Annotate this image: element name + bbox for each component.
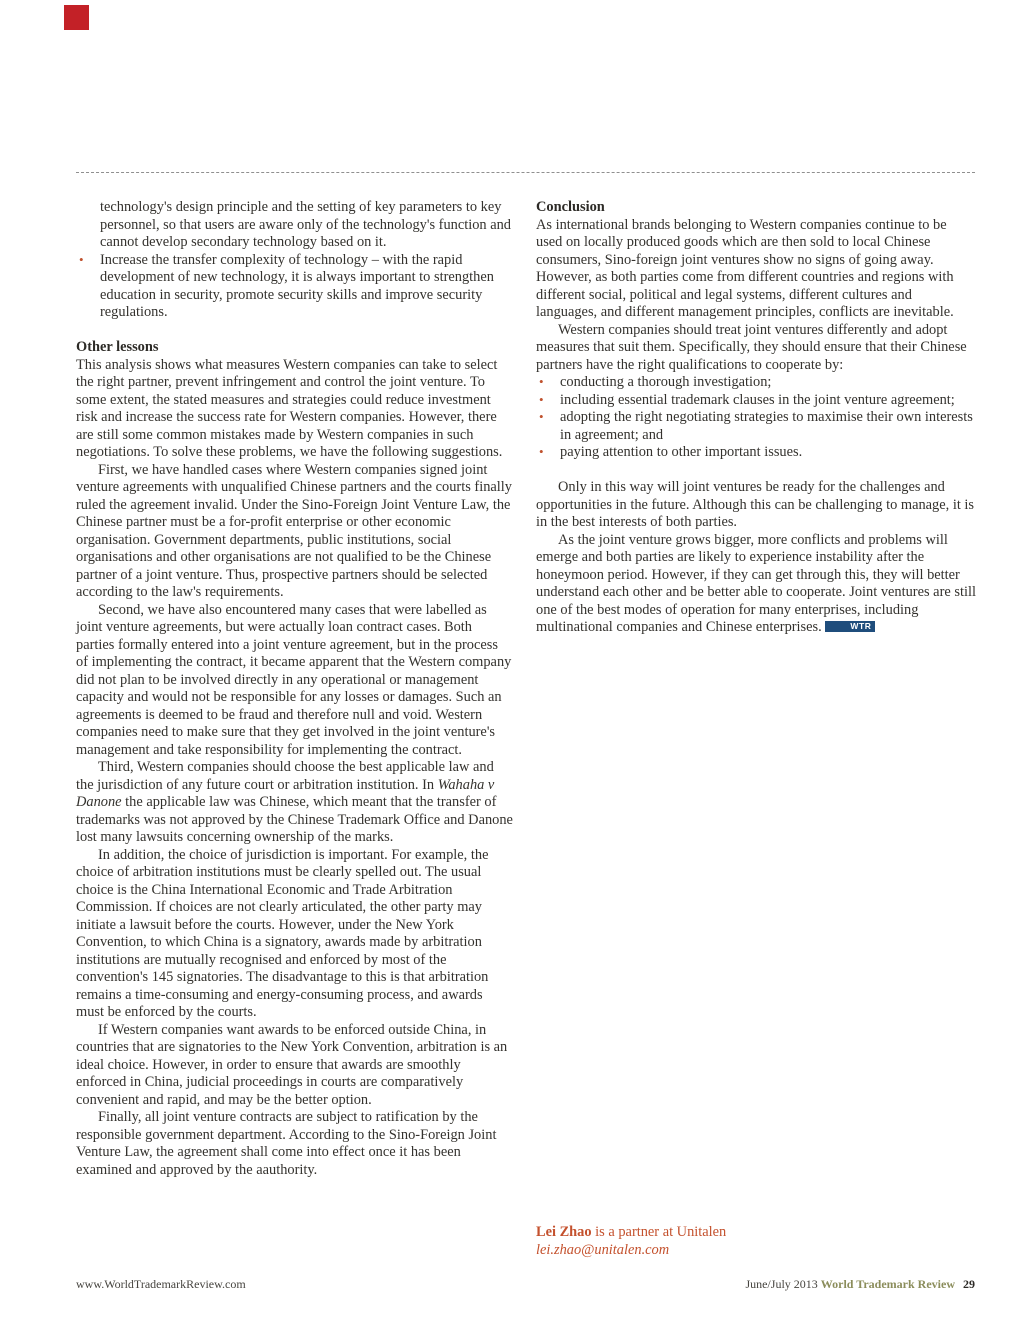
- bullet-continuation: [76, 199, 513, 252]
- bullet-text: paying attention to other important issues.: [560, 444, 803, 460]
- footer-brand: World Trademark Review: [820, 1277, 955, 1291]
- paragraph-second: Second, we have also encountered many cases that were labelled as joint venture agreements, but were actually loan contract cases. Both parties formally entered into a joint venture agreement, but in the process of implementing the contract, it became apparent that the Western company did not plan to be involved directly in any operational or management capacity and would not be responsible for any losses or damages. Such an agreements is deemed to be fraud and therefore null and void. Western companies need to make sure that they get involved in the joint venture's management and take responsibility for implementing the contract.: [76, 601, 512, 758]
- author-role: is a partner at Unitalen: [591, 1224, 727, 1240]
- bullet-dot-icon: •: [539, 391, 544, 407]
- paragraph-third-pre: Third, Western companies should choose the best applicable law and the jurisdiction of any future court or arbitration institution. In: [76, 759, 494, 793]
- wtr-end-badge: WTR: [825, 621, 874, 632]
- paragraph-enforce: If Western companies want awards to be enforced outside China, in countries that are signatories to the New York Convention, arbitration is an ideal choice. However, in order to ensure that awards are smoothly enforced in China, judicial proceedings in courts are comparatively convenient and rapid, and may be the better option.: [76, 1021, 508, 1108]
- bullet-text: including essential trademark clauses in the joint venture agreement;: [560, 391, 955, 408]
- footer-issue: June/July 2013: [745, 1277, 821, 1291]
- paragraph-grow-text: As the joint venture grows bigger, more conflicts and problems will emerge and both parties are likely to experience instability after the honeymoon period. However, if they can get through this, they will better understand each other and be better able to cooperate. Joint ventures are still one of the best modes of operation for many enterprises, including multinational companies and Chinese enterprises.: [536, 531, 976, 635]
- paragraph-addition: In addition, the choice of jurisdiction is important. For example, the choice of arbitration institutions must be clearly spelled out. The usual choice is the China International Economic and Trade Arbitration Commission. If choices are not clearly articulated, the other party may initiate a lawsuit before the courts. However, under the New York Convention, to which China is a signatory, awards made by arbitration institutions are mutually recognised and enforced by most of the convention's 145 signatories. The disadvantage to this is that arbitration remains a time-consuming and energy-consuming process, and awards must be enforced by the courts.: [76, 846, 489, 1020]
- footer-right: [536, 1277, 975, 1292]
- bullet-text: conducting a thorough investigation;: [560, 374, 772, 390]
- section-heading-other-lessons: Other lessons: [76, 339, 159, 355]
- right-column: [536, 199, 976, 637]
- footer-page-number: 29: [963, 1277, 975, 1291]
- author-name: Lei Zhao: [536, 1224, 592, 1240]
- paragraph-treat: Western companies should treat joint ventures differently and adopt measures that suit them. Specifically, they should ensure that their Chinese partners have the right qualifications to cooperate by:: [536, 321, 967, 373]
- bullet-item: [536, 392, 976, 410]
- footer-url[interactable]: www.WorldTrademarkReview.com: [76, 1277, 246, 1291]
- author-block: [536, 1224, 976, 1259]
- paragraph-grow: [536, 532, 976, 637]
- bullet-item: [536, 374, 976, 392]
- left-column: [76, 199, 513, 1179]
- paragraph-first: First, we have handled cases where Western companies signed joint venture agreements with unqualified Chinese partners and the courts finally ruled the agreement invalid. Under the Sino-Foreign Joint Venture Law, the Chinese partner must be a for-profit enterprise or other economic organisation. Government departments, public institutions, social organisations and other organisations are not qualified to be the Chinese partner of a joint venture. Thus, prospective partners should be selected according to the law's requirements.: [76, 461, 512, 600]
- author-line: [536, 1224, 976, 1242]
- paragraph-third: [76, 759, 513, 847]
- paragraph-third-post: the applicable law was Chinese, which meant that the transfer of trademarks was not approved by the Chinese Trademark Office and Danone lost many lawsuits concerning ownership of the marks.: [76, 794, 513, 845]
- bullet-item: [536, 409, 976, 444]
- paragraph-finally: Finally, all joint venture contracts are subject to ratification by the responsible government department. According to the Sino-Foreign Joint Venture Law, the agreement shall come into effect once it has been examined and approved by the aauthority.: [76, 1109, 497, 1178]
- bullet-item: [76, 252, 513, 322]
- red-square-marker: [64, 5, 89, 30]
- bullet-text: Increase the transfer complexity of technology – with the rapid development of new technology, it is always important to strengthen education in security, promote security skills and improve security regulations.: [100, 251, 494, 320]
- section-heading-conclusion: Conclusion: [536, 199, 605, 215]
- bullet-dot-icon: •: [539, 374, 544, 389]
- case-citation: Wahaha v Danone: [76, 776, 495, 810]
- author-email[interactable]: lei.zhao@unitalen.com: [536, 1241, 670, 1258]
- paragraph-overview: This analysis shows what measures Western companies can take to select the right partner, prevent infringement and control the joint venture. To some extent, the stated measures and strategies could reduce investment risk and increase the success rate for Western companies. However, there are still some common mistakes made by Western companies in such negotiations. To solve these problems, we have the following suggestions.: [76, 356, 503, 460]
- dashed-divider: [76, 172, 975, 173]
- bullet-text: adopting the right negotiating strategies to maximise their own interests in agreement; and: [560, 409, 973, 443]
- bullet-dot-icon: •: [79, 251, 84, 267]
- paragraph-continuation: technology's design principle and the setting of key parameters to key personnel, so that users are aware only of the technology's function and cannot develop secondary technology based on it.: [100, 199, 512, 250]
- paragraph-only: Only in this way will joint ventures be ready for the challenges and opportunities in the future. Although this can be challenging to manage, it is in the best interests of both parties.: [536, 479, 975, 530]
- bullet-dot-icon: •: [539, 409, 544, 424]
- paragraph-intro: As international brands belonging to Western companies continue to be used on locally produced goods which are then sold to local Chinese consumers, Sino-foreign joint ventures show no signs of going away. However, as both parties come from different countries and regions with different social, political and legal systems, different cultures and languages, and different management principles, conflicts are inevitable.: [536, 216, 954, 320]
- bullet-item: [536, 444, 976, 462]
- bullet-dot-icon: •: [539, 444, 544, 459]
